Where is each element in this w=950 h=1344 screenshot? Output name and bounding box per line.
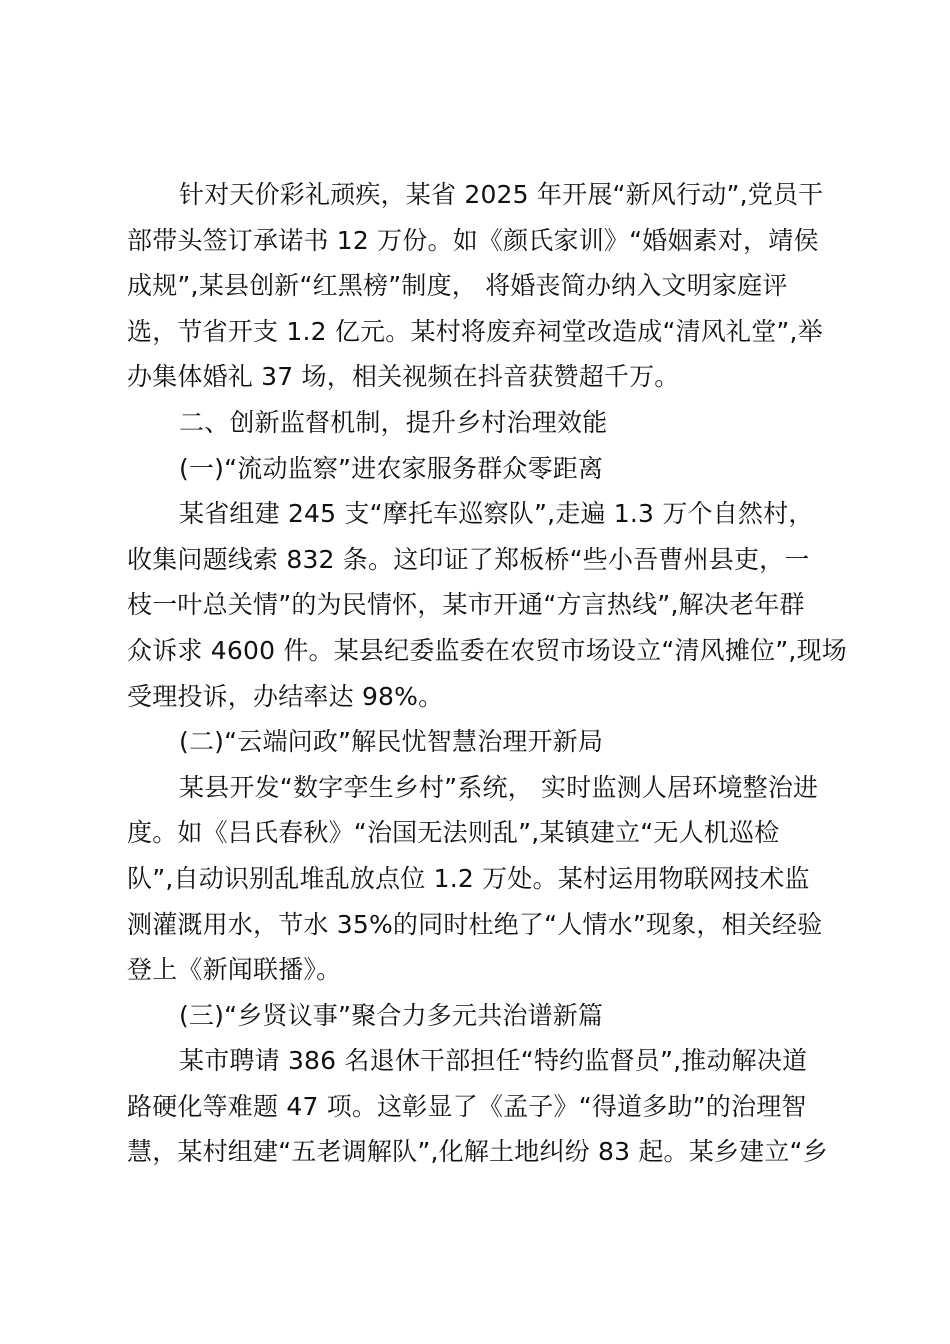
paragraph-line: 登上《新闻联播》。 <box>127 955 342 985</box>
paragraph-line: 成规”,某县创新“红黑榜”制度， 将婚丧简办纳入文明家庭评 <box>127 271 788 301</box>
paragraph-line: 队”,自动识别乱堆乱放点位 1.2 万处。某村运用物联网技术监 <box>127 863 810 893</box>
paragraph-line: 枝一叶总关情”的为民情怀，某市开通“方言热线”,解决老年群 <box>127 590 805 620</box>
paragraph-line: 办集体婚礼 37 场，相关视频在抖音获赞超千万。 <box>127 362 680 392</box>
paragraph-line: 众诉求 4600 件。某县纪委监委在农贸市场设立“清风摊位”,现场 <box>127 635 847 665</box>
paragraph-line: 某市聘请 386 名退休干部担任“特约监督员”,推动解决道 <box>179 1046 808 1076</box>
document-body <box>127 172 847 1175</box>
paragraph-line: 测灌溉用水，节水 35%的同时杜绝了“人情水”现象，相关经验 <box>127 909 823 939</box>
paragraph-line: 某省组建 245 支“摩托车巡察队”,走遍 1.3 万个自然村， <box>179 499 814 529</box>
paragraph-line: 度。如《吕氏春秋》“治国无法则乱”,某镇建立“无人机巡检 <box>127 818 780 848</box>
subsection-heading: (一)“流动监察”进农家服务群众零距离 <box>179 453 604 483</box>
paragraph-line: 路硬化等难题 47 项。这彰显了《孟子》“得道多助”的治理智 <box>127 1091 807 1121</box>
paragraph-line: 部带头签订承诺书 12 万份。如《颜氏家训》“婚姻素对，靖侯 <box>127 225 819 255</box>
subsection-heading: (三)“乡贤议事”聚合力多元共治谱新篇 <box>179 1000 604 1030</box>
section-heading: 二、创新监督机制，提升乡村治理效能 <box>179 407 608 437</box>
paragraph-line: 某县开发“数字孪生乡村”系统， 实时监测人居环境整治进 <box>179 772 819 802</box>
paragraph-line: 收集问题线索 832 条。这印证了郑板桥“些小吾曹州县吏，一 <box>127 544 810 574</box>
paragraph-line: 受理投诉，办结率达 98%。 <box>127 681 444 711</box>
paragraph-line: 针对天价彩礼顽疾，某省 2025 年开展“新风行动”,党员干 <box>179 180 824 209</box>
paragraph-line: 慧，某村组建“五老调解队”,化解土地纠纷 83 起。某乡建立“乡 <box>127 1137 828 1167</box>
paragraph-line: 选，节省开支 1.2 亿元。某村将废弃祠堂改造成“清风礼堂”,举 <box>127 316 823 346</box>
subsection-heading: (二)“云端问政”解民忧智慧治理开新局 <box>179 727 604 757</box>
